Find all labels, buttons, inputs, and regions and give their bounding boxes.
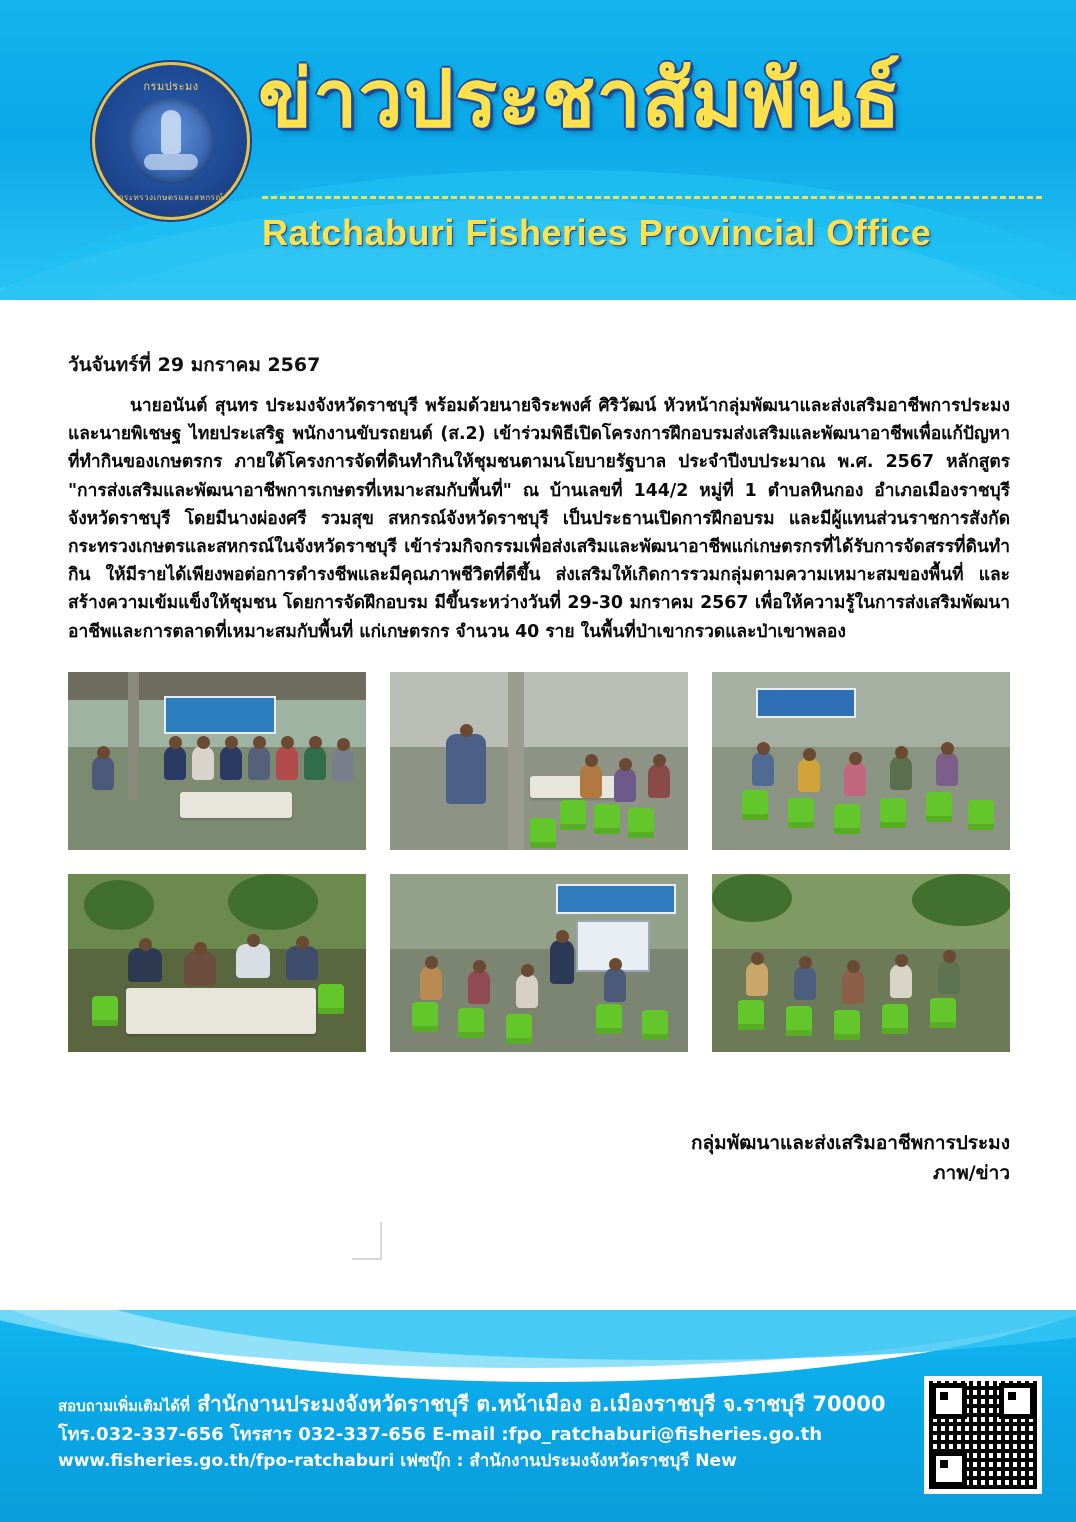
photo-person-shape	[614, 768, 636, 802]
qr-eye-top-right	[999, 1383, 1035, 1419]
photo-chair-shape	[930, 998, 956, 1028]
photo-person-shape	[794, 966, 816, 1000]
photo-chair-shape	[458, 1008, 484, 1038]
photo-post-shape	[128, 672, 139, 800]
photo-chair-shape	[882, 1004, 908, 1034]
photo-chair-shape	[926, 792, 952, 822]
photo-person-shape	[844, 762, 866, 796]
photo-chair-shape	[530, 818, 556, 848]
credit-line-byline: ภาพ/ข่าว	[933, 1162, 1010, 1185]
photo-banner-shape	[756, 688, 856, 718]
header-divider	[262, 196, 1042, 199]
photo-chair-shape	[596, 1004, 622, 1034]
photo-chair-shape	[834, 804, 860, 834]
qr-code-pattern	[929, 1381, 1037, 1489]
photo-gallery	[68, 672, 1012, 1052]
photo-person-shape	[192, 746, 214, 780]
photo-post-shape	[508, 672, 524, 850]
photo-person-shape	[648, 764, 670, 798]
photo-banner-shape	[556, 884, 676, 914]
photo-person-shape	[938, 960, 960, 994]
photo-background-upper	[390, 672, 688, 747]
photo-person-shape	[798, 758, 820, 792]
photo-person-shape	[936, 752, 958, 786]
photo-item	[390, 874, 688, 1052]
photo-item	[390, 672, 688, 850]
footer-web-facebook-line: www.fisheries.go.th/fpo-ratchaburi เฟซบุ๊ก : สำนักงานประมงจังหวัดราชบุรี New	[58, 1451, 737, 1472]
photo-chair-shape	[560, 800, 586, 830]
photo-tree-shape	[228, 874, 318, 930]
photo-person-shape	[220, 746, 242, 780]
document-paragraph: นายอนันต์ สุนทร ประมงจังหวัดราชบุรี พร้อมด้วยนายจิระพงศ์ ศิริวัฒน์ หัวหน้ากลุ่มพัฒนาและส่งเสริมอาชีพการประมง และนายพิเชษฐ ไทยประเสริฐ พนักงานขับรถยนต์ (ส.2) เข้าร่วมพิธีเปิดโครงการฝึกอบรมส่งเสริมและพัฒนาอาชีพเพื่อแก้ปัญหาที่ทำกินของเกษตรกร ภายใต้โครงการจัดที่ดินทำกินให้ชุมชนตามนโยบายรัฐบาล ประจำปีงบประมาณ พ.ศ. 2567 หลักสูตร "การส่งเสริมและพัฒนาอาชีพการเกษตรที่เหมาะสมกับพื้นที่" ณ บ้านเลขที่ 144/2 หมู่ที่ 1 ตำบลหินกอง อำเภอเมืองราชบุรี จังหวัดราชบุรี โดยมีนางผ่องศรี รวมสุข สหกรณ์จังหวัดราชบุรี เป็นประธานเปิดการฝึกอบรม และมีผู้แทนส่วนราชการสังกัดกระทรวงเกษตรและสหกรณ์ในจังหวัดราชบุรี เข้าร่วมกิจกรรมเพื่อส่งเสริมและพัฒนาอาชีพแก่เกษตรกรที่ได้รับการจัดสรรที่ดินทำกิน ให้มีรายได้เพียงพอต่อการดำรงชีพและมีคุณภาพชีวิตที่ดีขึ้น ส่งเสริมให้เกิดการรวมกลุ่มตามความเหมาะสมของพื้นที่ และสร้างความเข้มแข็งให้ชุมชน โดยการจัดฝึกอบรม มีขึ้นระหว่างวันที่ 29-30 มกราคม 2567 เพื่อให้ความรู้ในการส่งเสริมพัฒนาอาชีพและการตลาดที่เหมาะสมกับพื้นที่ แก่เกษตรกร จำนวน 40 ราย ในพื้นที่ป่าเขากรวดและป่าเขาพลอง	[68, 396, 1010, 642]
page-corner-artifact	[352, 1222, 382, 1260]
photo-item	[68, 874, 366, 1052]
photo-person-shape	[304, 746, 326, 780]
photo-person-shape	[286, 946, 318, 980]
footer-address-line	[58, 1388, 898, 1421]
page-title: ข่าวประชาสัมพันธ์	[258, 53, 902, 145]
footer-phone-email-line: โทร.032-337-656 โทรสาร 032-337-656 E-mail :fpo_ratchaburi@fisheries.go.th	[58, 1423, 823, 1445]
photo-banner-shape	[164, 696, 276, 734]
logo-ring-top-text: กรมประมง	[143, 80, 199, 93]
photo-table-shape	[180, 792, 292, 818]
photo-chair-shape	[628, 808, 654, 838]
photo-person-shape	[746, 962, 768, 996]
photo-person-shape	[516, 974, 538, 1008]
document-credit	[691, 1128, 1010, 1189]
photo-lecturer-shape	[550, 940, 574, 984]
photo-chair-shape	[594, 804, 620, 834]
photo-person-shape	[248, 746, 270, 780]
photo-person-shape	[580, 764, 602, 798]
photo-person-shape	[184, 952, 216, 986]
photo-chair-shape	[738, 1000, 764, 1030]
photo-person-shape	[890, 964, 912, 998]
photo-chair-shape	[880, 798, 906, 828]
qr-eye-top-left	[931, 1383, 967, 1419]
photo-chair-shape	[786, 1006, 812, 1036]
photo-table-shape	[530, 776, 626, 798]
photo-person-shape	[752, 752, 774, 786]
photo-tree-shape	[84, 880, 154, 930]
photo-item	[68, 672, 366, 850]
logo-emblem-icon	[128, 98, 214, 184]
photo-person-shape	[128, 948, 162, 982]
document-body	[0, 300, 1076, 1310]
photo-chair-shape	[412, 1002, 438, 1032]
credit-line-department: กลุ่มพัฒนาและส่งเสริมอาชีพการประมง	[691, 1132, 1010, 1154]
document-date: วันจันทร์ที่ 29 มกราคม 2567	[68, 354, 321, 376]
photo-chair-shape	[968, 800, 994, 830]
page-footer	[0, 1310, 1076, 1522]
page-header	[0, 0, 1076, 300]
photo-chair-shape	[506, 1014, 532, 1044]
photo-speaker-shape	[446, 734, 486, 804]
page-subtitle: Ratchaburi Fisheries Provincial Office	[262, 212, 932, 253]
photo-person-shape	[332, 748, 354, 782]
photo-chair-shape	[92, 996, 118, 1026]
photo-chair-shape	[834, 1010, 860, 1040]
photo-table-shape	[126, 988, 316, 1034]
photo-item	[712, 874, 1010, 1052]
footer-office-address: สำนักงานประมงจังหวัดราชบุรี ต.หน้าเมือง อ.เมืองราชบุรี จ.ราชบุรี 70000	[197, 1392, 886, 1416]
qr-eye-bottom-left	[931, 1451, 967, 1487]
photo-chair-shape	[742, 790, 768, 820]
photo-person-shape	[604, 968, 626, 1002]
photo-person-shape	[92, 756, 114, 790]
photo-item	[712, 672, 1010, 850]
photo-chair-shape	[788, 798, 814, 828]
photo-person-shape	[842, 970, 864, 1004]
photo-person-shape	[420, 966, 442, 1000]
logo-ring-bottom-text: กระทรวงเกษตรและสหกรณ์	[118, 193, 224, 202]
photo-person-shape	[468, 970, 490, 1004]
photo-person-shape	[236, 944, 270, 978]
footer-contact-block	[58, 1388, 898, 1475]
photo-chair-shape	[318, 984, 344, 1014]
photo-tree-shape	[912, 874, 1010, 926]
photo-tree-shape	[712, 874, 792, 922]
department-of-fisheries-logo	[92, 62, 250, 220]
footer-contact-prefix: สอบถามเพิ่มเติมได้ที่	[58, 1397, 190, 1415]
photo-person-shape	[890, 756, 912, 790]
photo-person-shape	[276, 746, 298, 780]
photo-chair-shape	[642, 1010, 668, 1040]
qr-code-icon[interactable]	[924, 1376, 1042, 1494]
photo-person-shape	[164, 746, 186, 780]
